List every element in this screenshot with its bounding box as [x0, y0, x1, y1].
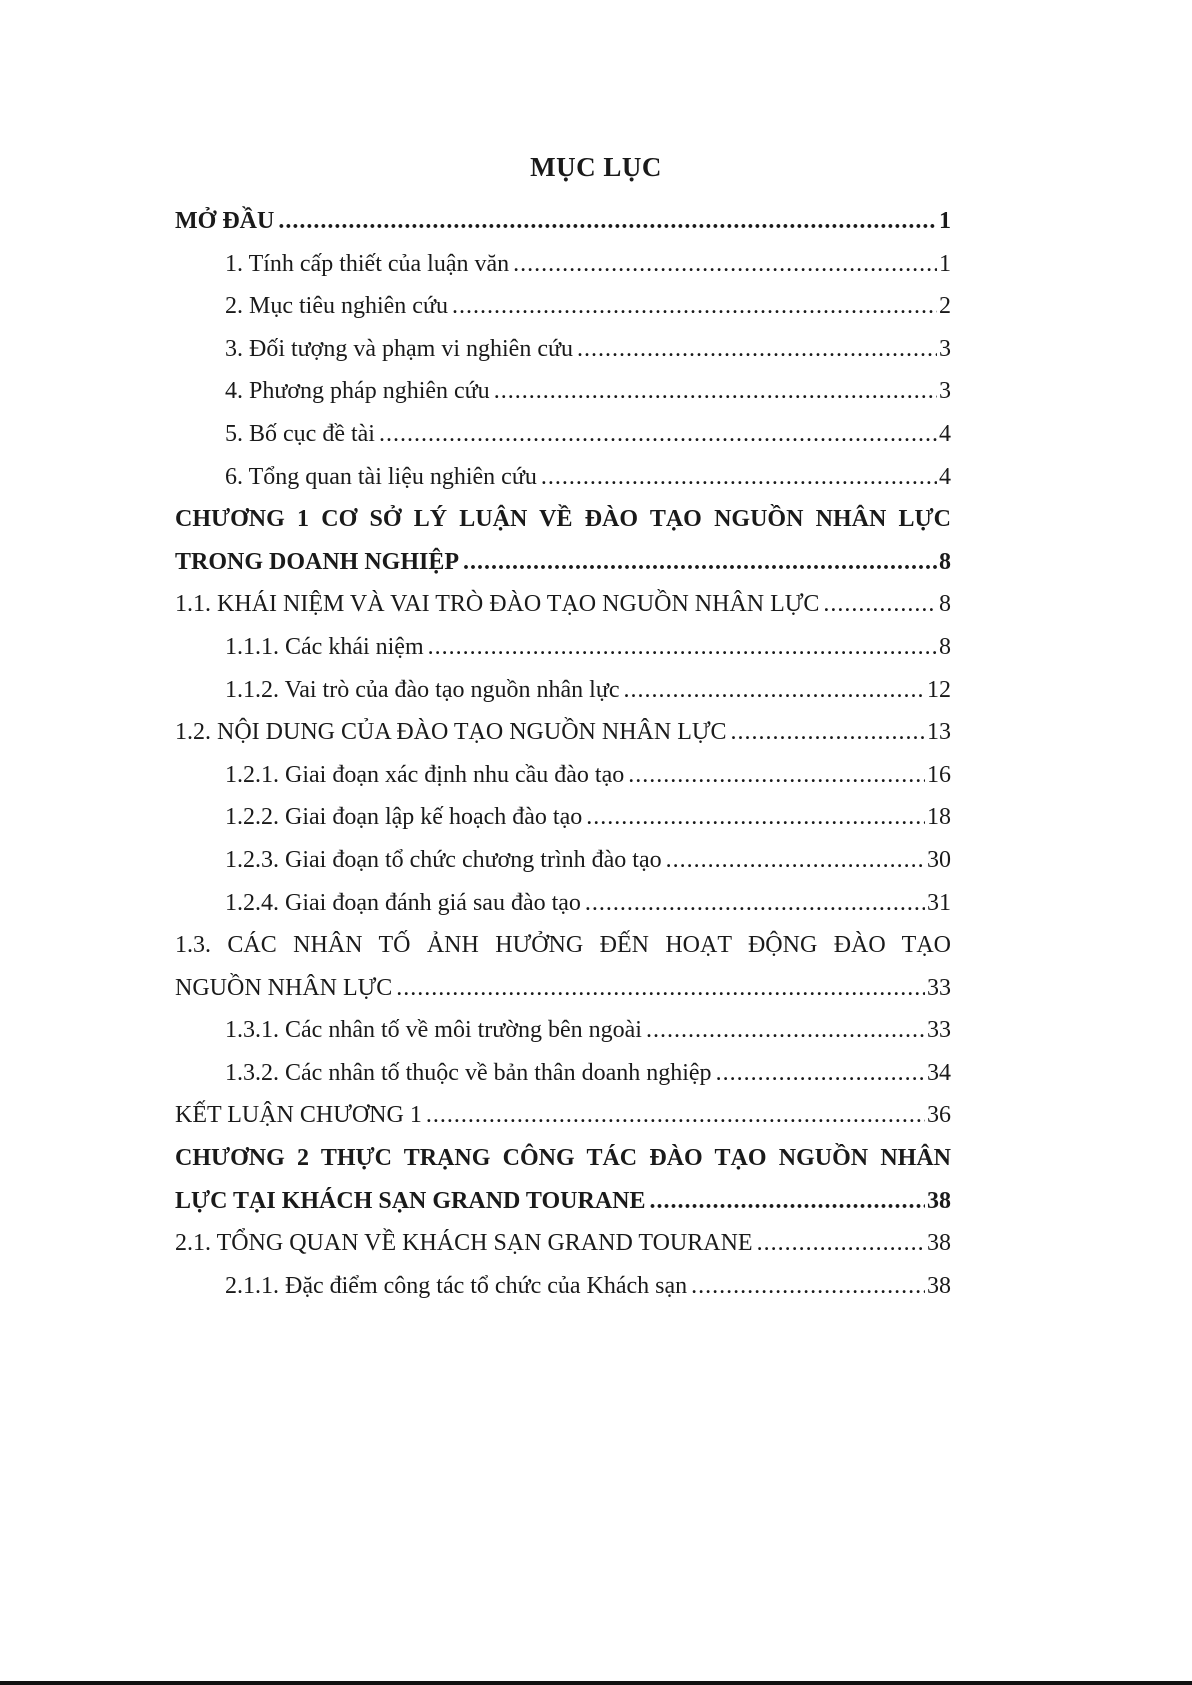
toc-page-number: 30 [927, 846, 951, 873]
toc-page-number: 12 [927, 676, 951, 703]
toc-page-number: 38 [927, 1230, 951, 1257]
toc-entry[interactable] [175, 1180, 951, 1223]
toc-entry-label: 5. Bố cục đề tài [225, 420, 375, 447]
toc-entry[interactable] [175, 583, 951, 626]
toc-entry[interactable] [175, 1009, 951, 1052]
dot-leader [585, 882, 925, 925]
toc-page-number: 8 [939, 591, 951, 618]
toc-entry[interactable] [175, 1094, 951, 1137]
toc-entry-label: 2.1. TỔNG QUAN VỀ KHÁCH SẠN GRAND TOURANE [175, 1230, 753, 1257]
dot-leader [577, 328, 937, 371]
dot-leader [426, 1094, 925, 1137]
toc-entry-label: 1.2. NỘI DUNG CỦA ĐÀO TẠO NGUỒN NHÂN LỰC [175, 719, 727, 746]
toc-entry[interactable] [175, 1222, 951, 1265]
toc-entry-label: KẾT LUẬN CHƯƠNG 1 [175, 1102, 422, 1129]
dot-leader [452, 285, 937, 328]
toc-entry-label: 2. Mục tiêu nghiên cứu [225, 293, 448, 320]
dot-leader [463, 541, 937, 584]
toc-page-number: 1 [939, 208, 951, 234]
toc-entry[interactable] [175, 1052, 951, 1095]
toc-page-number: 3 [939, 378, 951, 405]
toc-entry-label: MỞ ĐẦU [175, 208, 275, 234]
toc-entry[interactable] [175, 541, 951, 584]
dot-leader [628, 754, 925, 797]
toc-entry-label: 1.2.3. Giai đoạn tổ chức chương trình đào tạo [225, 846, 662, 873]
toc-page-number: 38 [927, 1272, 951, 1299]
dot-leader [379, 413, 937, 456]
dot-leader [646, 1009, 925, 1052]
toc-entry[interactable] [175, 711, 951, 754]
toc-entry[interactable] [175, 754, 951, 797]
toc-entry[interactable] [175, 413, 951, 456]
toc-page-number: 18 [927, 804, 951, 831]
toc-entry-label: LỰC TẠI KHÁCH SẠN GRAND TOURANE [175, 1187, 646, 1214]
toc-page-number: 31 [927, 889, 951, 916]
dot-leader [757, 1222, 925, 1265]
toc-page-number: 8 [939, 548, 951, 575]
dot-leader [823, 583, 937, 626]
toc-page-number: 1 [939, 250, 951, 277]
toc-entry-heading-line[interactable] [175, 1137, 951, 1180]
toc-page-number: 8 [939, 633, 951, 660]
toc-entry-label: 4. Phương pháp nghiên cứu [225, 378, 490, 405]
toc-page-number: 38 [927, 1187, 951, 1214]
toc-entry-label: 2.1.1. Đặc điểm công tác tổ chức của Khách sạn [225, 1272, 688, 1299]
toc-entry[interactable] [175, 285, 951, 328]
dot-leader [623, 669, 925, 712]
toc-entry-label: 1.2.2. Giai đoạn lập kế hoạch đào tạo [225, 804, 583, 831]
table-of-contents [175, 200, 951, 1307]
toc-entry-label: NGUỒN NHÂN LỰC [175, 974, 393, 1001]
toc-entry[interactable] [175, 626, 951, 669]
toc-entry[interactable] [175, 669, 951, 712]
toc-entry-heading-line[interactable] [175, 498, 951, 541]
toc-entry-label: 1. Tính cấp thiết của luận văn [225, 250, 510, 277]
toc-entry-label: 1.1. KHÁI NIỆM VÀ VAI TRÒ ĐÀO TẠO NGUỒN NHÂN LỰC [175, 591, 820, 618]
dot-leader [716, 1052, 925, 1095]
toc-page-number: 2 [939, 293, 951, 320]
dot-leader [666, 839, 925, 882]
toc-entry-label: 3. Đối tượng và phạm vi nghiên cứu [225, 335, 573, 362]
toc-entry[interactable] [175, 967, 951, 1010]
dot-leader [494, 370, 937, 413]
dot-leader [586, 796, 925, 839]
toc-entry[interactable] [175, 796, 951, 839]
toc-entry-label: 1.3.1. Các nhân tố về môi trường bên ngoài [225, 1017, 642, 1044]
toc-page-number: 36 [927, 1102, 951, 1129]
toc-entry-label: 1.3.2. Các nhân tố thuộc về bản thân doanh nghiệp [225, 1059, 712, 1086]
toc-page-number: 3 [939, 335, 951, 362]
dot-leader [650, 1180, 925, 1223]
page-bottom-border [0, 1681, 1192, 1685]
dot-leader [428, 626, 937, 669]
toc-page-number: 4 [939, 420, 951, 447]
toc-entry-label: CHƯƠNG 1 CƠ SỞ LÝ LUẬN VỀ ĐÀO TẠO NGUỒN NHÂN LỰC [175, 506, 951, 533]
toc-entry-label: 1.2.4. Giai đoạn đánh giá sau đào tạo [225, 889, 581, 916]
toc-entry[interactable] [175, 243, 951, 286]
toc-entry-label: 1.2.1. Giai đoạn xác định nhu cầu đào tạo [225, 761, 625, 788]
toc-entry[interactable] [175, 882, 951, 925]
toc-entry[interactable] [175, 456, 951, 499]
toc-page-number: 33 [927, 1017, 951, 1044]
toc-page-number: 4 [939, 463, 951, 490]
toc-entry-label: TRONG DOANH NGHIỆP [175, 548, 460, 575]
toc-entry[interactable] [175, 370, 951, 413]
toc-page-number: 34 [927, 1059, 951, 1086]
dot-leader [396, 967, 925, 1010]
dot-leader [691, 1265, 925, 1308]
toc-entry-label: CHƯƠNG 2 THỰC TRẠNG CÔNG TÁC ĐÀO TẠO NGUỒN NHÂN [175, 1145, 951, 1172]
toc-page-number: 33 [927, 974, 951, 1001]
toc-entry-label: 1.1.1. Các khái niệm [225, 633, 424, 660]
toc-entry[interactable] [175, 200, 951, 243]
dot-leader [278, 200, 937, 243]
toc-page-number: 13 [927, 719, 951, 746]
toc-entry[interactable] [175, 328, 951, 371]
dot-leader [513, 243, 937, 286]
toc-page-number: 16 [927, 761, 951, 788]
page-title: MỤC LỤC [530, 152, 662, 182]
toc-entry-label: 6. Tổng quan tài liệu nghiên cứu [225, 463, 537, 490]
toc-entry-heading-line[interactable] [175, 924, 951, 967]
toc-entry-label: 1.1.2. Vai trò của đào tạo nguồn nhân lực [225, 676, 620, 703]
toc-entry[interactable] [175, 839, 951, 882]
toc-entry-label: 1.3. CÁC NHÂN TỐ ẢNH HƯỞNG ĐẾN HOẠT ĐỘNG ĐÀO TẠO [175, 932, 951, 959]
dot-leader [731, 711, 926, 754]
dot-leader [541, 456, 937, 499]
toc-entry[interactable] [175, 1265, 951, 1308]
